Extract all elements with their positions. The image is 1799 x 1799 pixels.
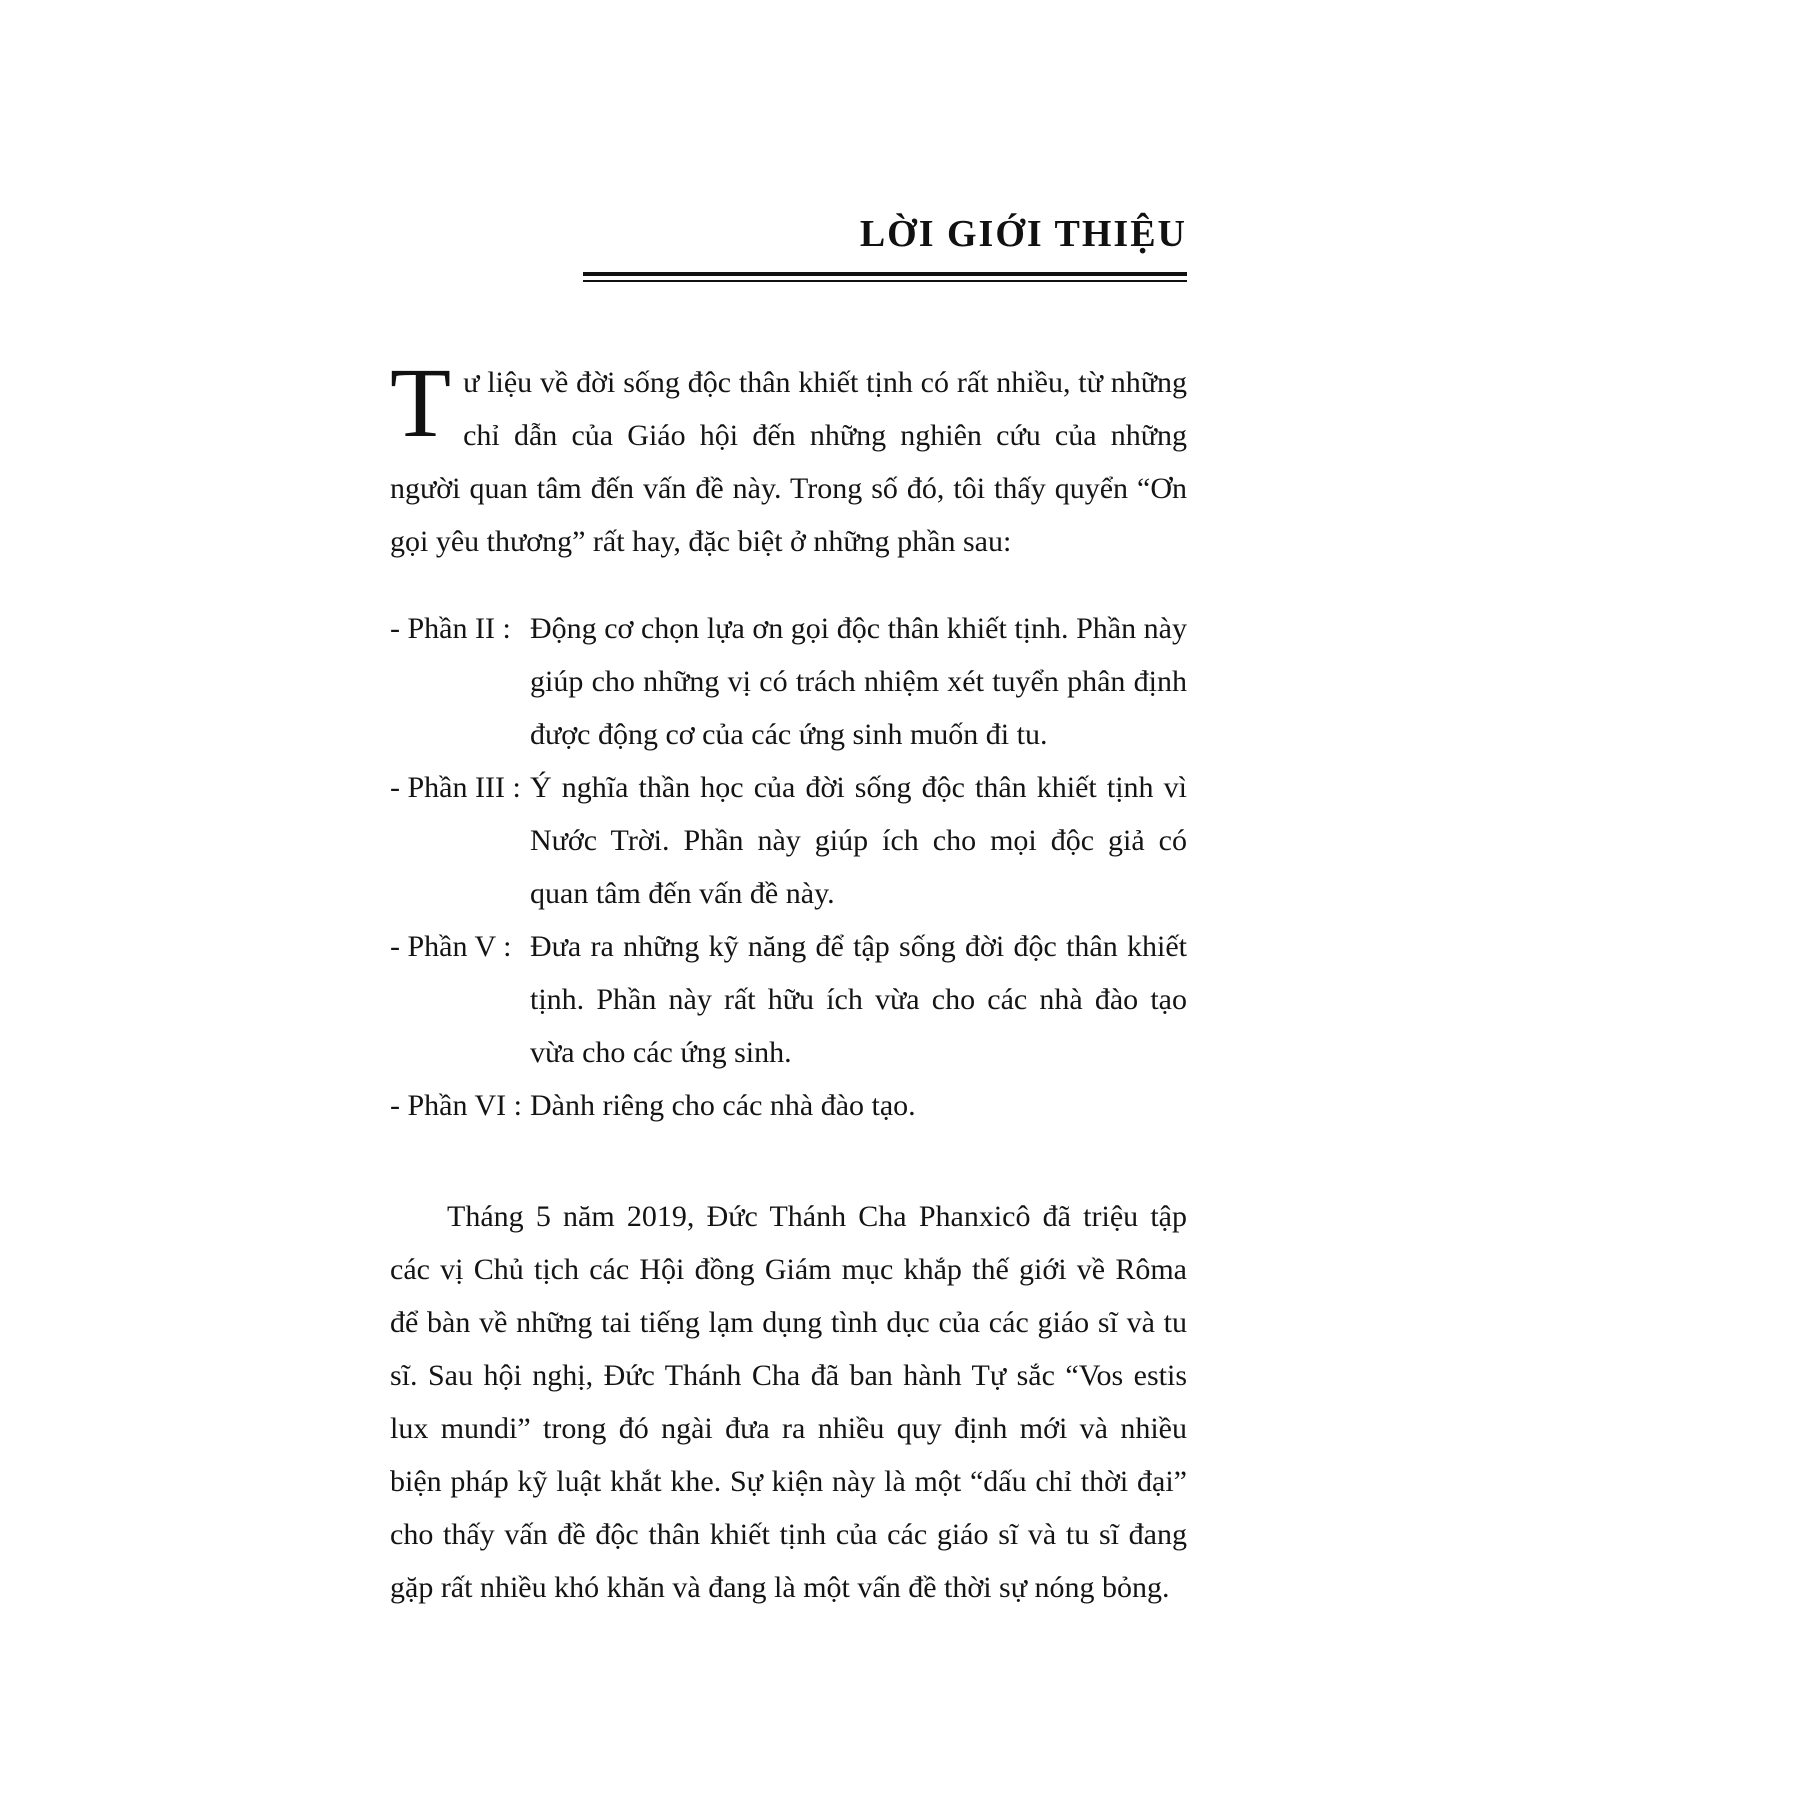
part-text: Dành riêng cho các nhà đào tạo.	[530, 1089, 916, 1122]
part-label: - Phần III :	[390, 771, 521, 804]
intro-paragraph	[390, 347, 1187, 568]
list-item-part-2	[390, 602, 1187, 761]
list-item-part-3	[390, 761, 1187, 920]
parts-list	[390, 602, 1187, 1132]
closing-paragraph: Tháng 5 năm 2019, Đức Thánh Cha Phanxicô đã triệu tập các vị Chủ tịch các Hội đồng Giám mục khắp thế giới về Rôma để bàn về những tai tiếng lạm dụng tình dục của các giáo sĩ và tu sĩ. Sau hội nghị, Đức Thánh Cha đã ban hành Tự sắc “Vos estis lux mundi” trong đó ngài đưa ra nhiều quy định mới và nhiều biện pháp kỹ luật khắt khe. Sự kiện này là một “dấu chỉ thời đại” cho thấy vấn đề độc thân khiết tịnh của các giáo sĩ và tu sĩ đang gặp rất nhiều khó khăn và đang là một vấn đề thời sự nóng bỏng.	[390, 1200, 1187, 1604]
intro-text: ư liệu về đời sống độc thân khiết tịnh có rất nhiều, từ những chỉ dẫn của Giáo hội đến những nghiên cứu của những người quan tâm đến vấn đề này. Trong số đó, tôi thấy quyển “Ơn gọi yêu thương” rất hay, đặc biệt ở những phần sau:	[390, 366, 1187, 558]
title-double-rule	[583, 272, 1187, 282]
page-content	[390, 212, 1187, 1614]
part-text: Ý nghĩa thần học của đời sống độc thân khiết tịnh vì Nước Trời. Phần này giúp ích cho mọi độc giả có quan tâm đến vấn đề này.	[530, 771, 1187, 910]
dropcap-letter: T	[390, 347, 452, 458]
list-item-part-6	[390, 1079, 1187, 1132]
part-text: Đưa ra những kỹ năng để tập sống đời độc thân khiết tịnh. Phần này rất hữu ích vừa cho các nhà đào tạo vừa cho các ứng sinh.	[530, 930, 1187, 1069]
part-label: - Phần II :	[390, 612, 511, 645]
part-label: - Phần VI :	[390, 1089, 522, 1122]
page-title: LỜI GIỚI THIỆU	[859, 213, 1187, 255]
list-item-part-5	[390, 920, 1187, 1079]
part-label: - Phần V :	[390, 930, 512, 963]
part-text: Động cơ chọn lựa ơn gọi độc thân khiết tịnh. Phần này giúp cho những vị có trách nhiệm xét tuyển phân định được động cơ của các ứng sinh muốn đi tu.	[530, 612, 1187, 751]
